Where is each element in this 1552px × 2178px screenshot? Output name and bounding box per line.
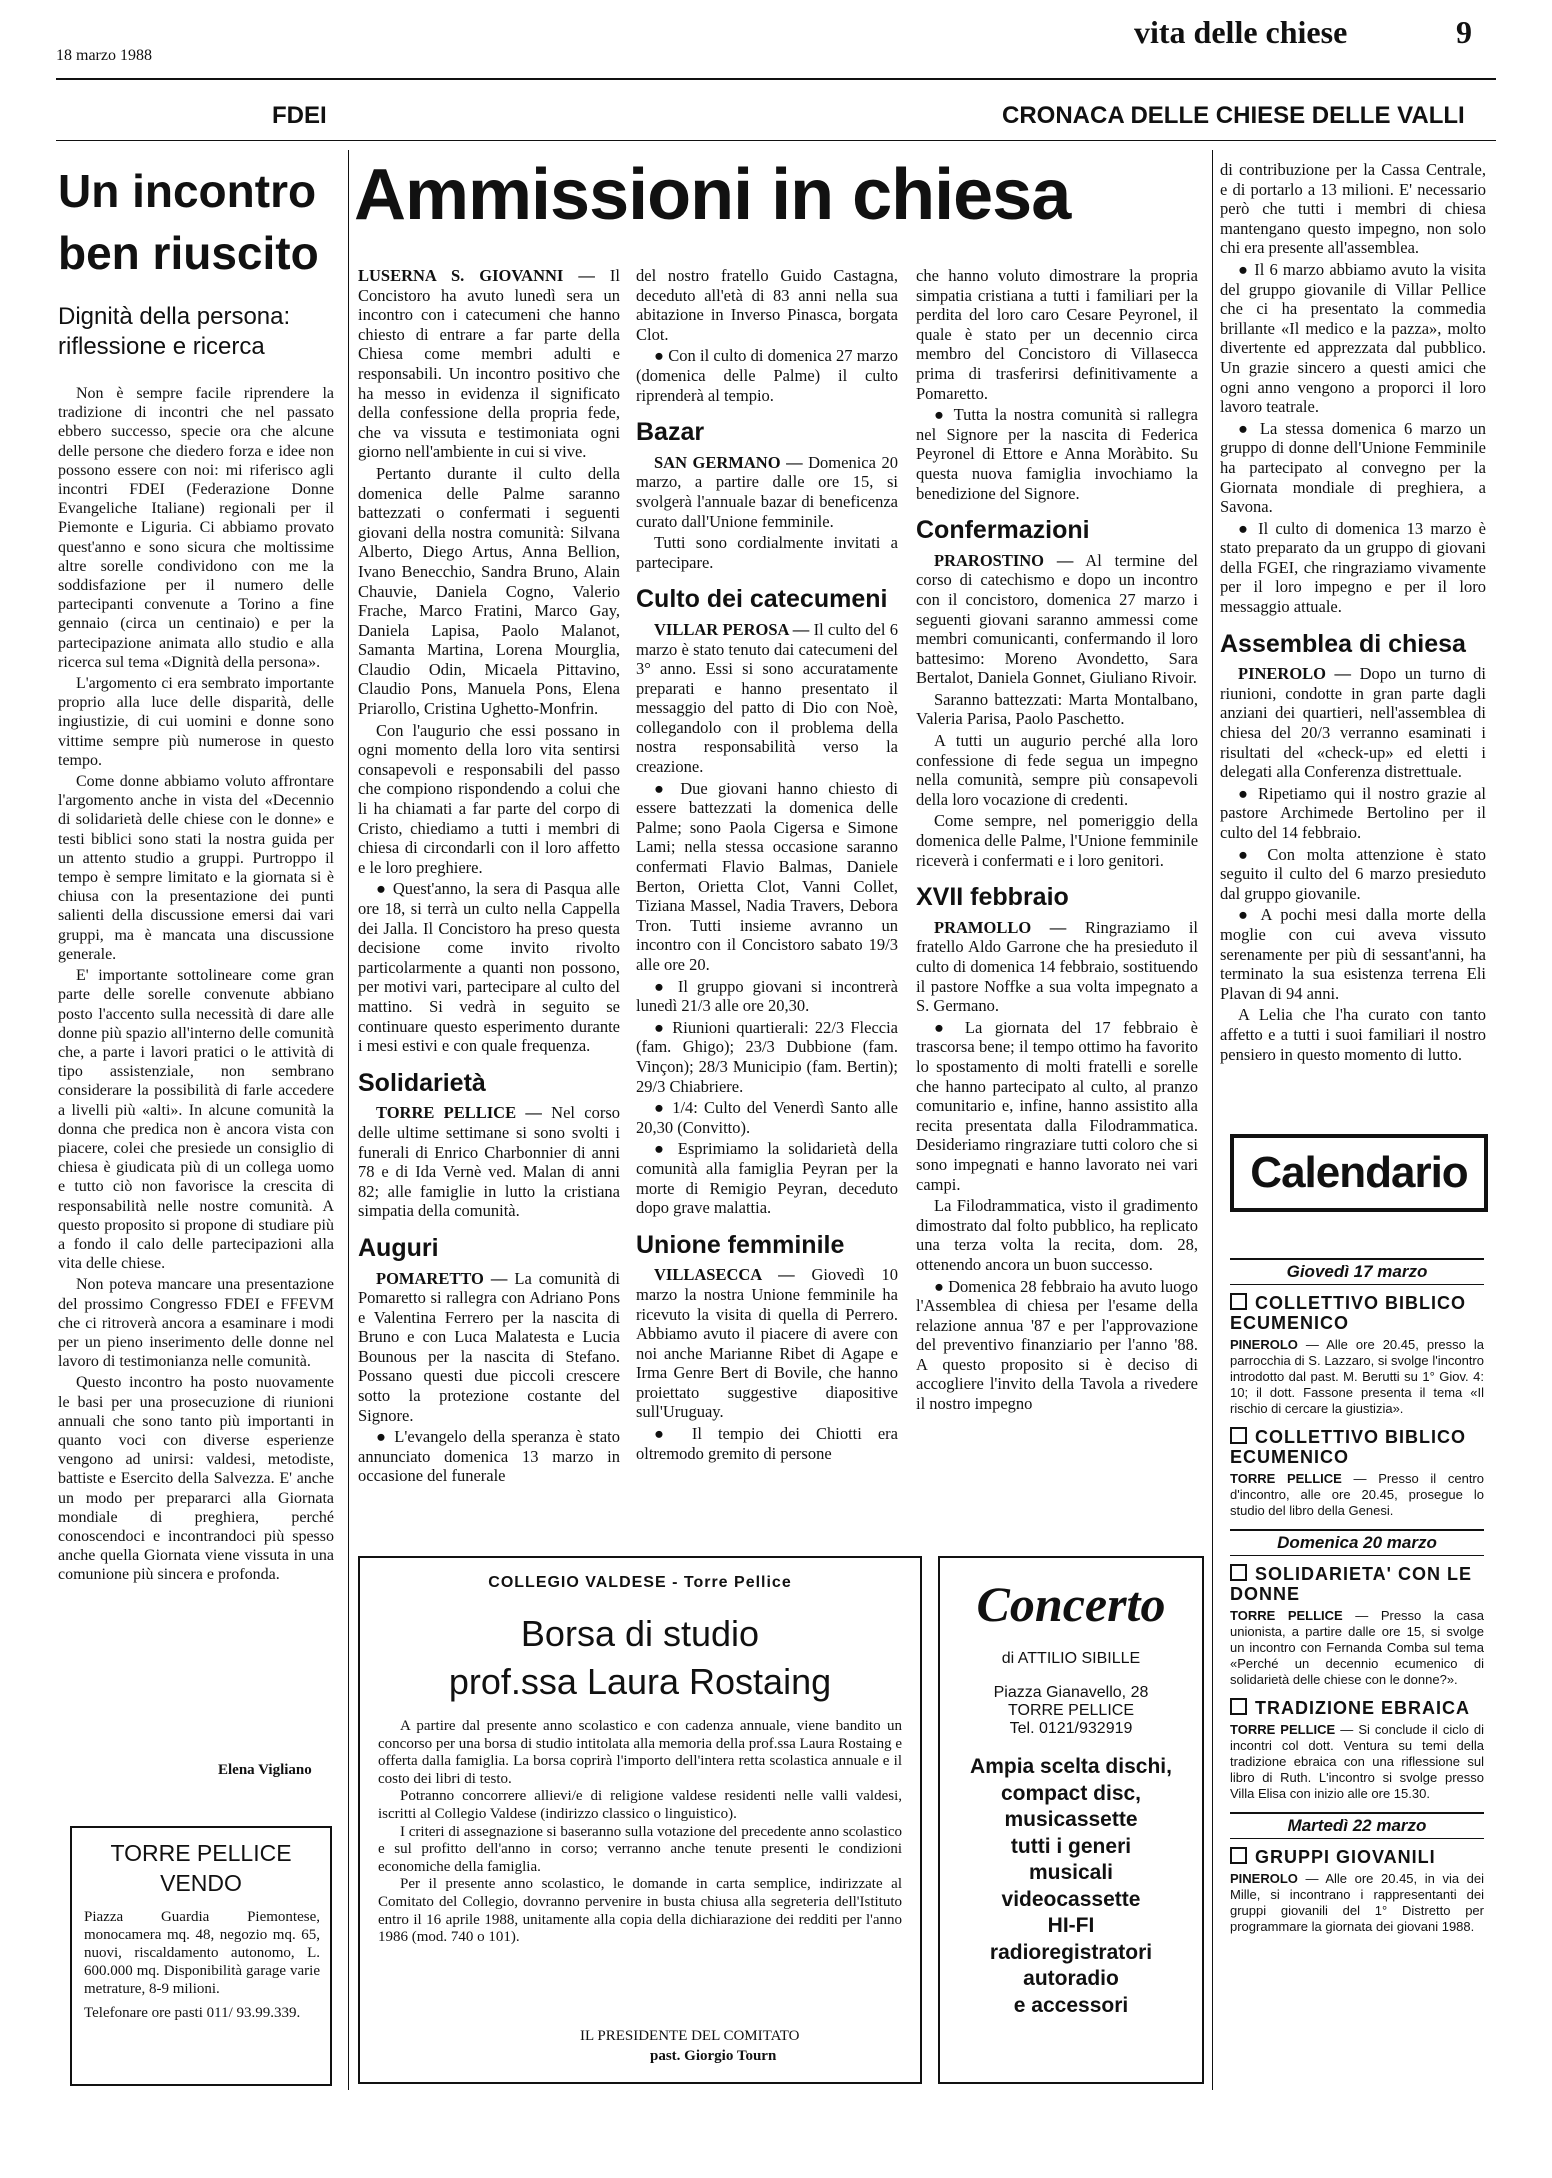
header-date: 18 marzo 1988 [56,47,152,64]
borsa-signature-1: IL PRESIDENTE DEL COMITATO [580,2028,800,2044]
page-number: 9 [1456,14,1472,50]
column-divider [348,150,349,2090]
main-paragraph: ● Riunioni quartierali: 22/3 Fleccia (fam. Ghigo); 23/3 Dubbione (fam. Vinçon); 28/3 Municipio (fam. Bertin); 29/3 Chiabriere. [636,1017,898,1096]
main-paragraph: PRAMOLLO — Ringraziamo il fratello Aldo Garrone che ha presieduto il culto di domenica 14 febbraio, sostituendo il pastore Noffke a sua volta impegnato a S. Germano. [916,917,1198,1016]
fdei-author: Elena Vigliano [218,1762,312,1778]
borsa-paragraph: Per il presente anno scolastico, le domande in carta semplice, indirizzate al Comitato del Collegio, dovranno pervenire in busta chiusa alla segreteria dell'Istituto entro il 16 aprile 1988, unitamente alla copia della dichiarazione dei redditi per l'anno 1986 (mod. 740 o 101). [378,1876,902,1946]
calendar-event [1230,1847,1484,1935]
calendar-date: Martedì 22 marzo [1230,1812,1484,1839]
main-col-2 [636,266,898,1556]
concerto-line: Ampia scelta dischi, [970,1755,1172,1778]
calendar-date: Domenica 20 marzo [1230,1529,1484,1556]
borsa-title-1: Borsa di studio [520,1613,760,1654]
concerto-address-1: Piazza Gianavello, 28 [993,1684,1149,1701]
main-paragraph: Tutti sono cordialmente invitati a partecipare. [636,533,898,572]
calendario-title-box [1230,1134,1488,1212]
fdei-paragraph: Non poteva mancare una presentazione del prossimo Congresso FDEI e FFEVM che ci ritroverà ancora a esaminare i modi per un pieno inserimento delle donne nel lavoro di testimonianza nelle comunità. [58,1276,334,1371]
borsa-paragraph: I criteri di assegnazione si baseranno sulla votazione del precedente anno scolastico e sul profitto dell'anno in corso; verranno anche tenute presenti le condizioni economiche della famiglia. [378,1823,902,1875]
section-heading: Bazar [636,418,705,447]
main-col-3 [916,266,1198,1556]
main-paragraph: ● Con molta attenzione è stato seguito il culto del 6 marzo presieduto dal gruppo giovanile. [1220,844,1486,903]
vendo-title: TORRE PELLICE VENDO [110,1840,292,1896]
fdei-title: Un incontro ben riuscito [58,165,319,279]
event-title: SOLIDARIETA' CON LE DONNE [1230,1564,1472,1604]
concerto-owner: di ATTILIO SIBILLE [1001,1650,1141,1667]
calendario-list [1230,1248,1484,1935]
concerto-line: videocassette [1001,1887,1141,1911]
column-divider [1212,150,1213,2090]
subheader-rule [56,140,1496,141]
main-paragraph: di contribuzione per la Cassa Centrale, e di portarlo a 13 milioni. E' necessario però che tutti i membri di chiesa mantengano questo impegno, non solo chi era presente all'assemblea. [1220,160,1486,258]
borsa-paragraph: Potranno concorrere allievi/e di religione valdese residenti nelle valli valdesi, iscritti al Collegio Valdese (indirizzo classico o linguistico). [378,1788,902,1822]
fdei-paragraph: E' importante sottolineare come gran parte delle sorelle convenute abbiano posto l'accento sulla necessità di dare alle donne più spazio all'interno delle comunità che, a parte i lavori pratici o le attività di tipo assistenziale, non sembrano considerare la possibilità di farle accedere a livelli più «alti». In alcune comunità la donna che predica non è ancora vista con piacere, colei che presiede un consiglio di chiesa è giudicata più di un collega uomo e tutto ciò non favorisce la crescita di responsabilità nelle nostre comunità. A questo proposito si propone di studiare più a fondo il calo delle partecipazioni alla vita delle chiese. [58,967,334,1273]
borsa-title-2: prof.ssa Laura Rostaing [448,1661,832,1702]
checkbox-icon [1230,1847,1247,1864]
concerto-phone: Tel. 0121/932919 [1009,1720,1133,1737]
main-paragraph: ● Due giovani hanno chiesto di essere battezzati la domenica delle Palme; sono Paola Cigersa e Simone Lami; nella stessa occasione saranno confermati Flavio Balmas, Daniele Berton, Orietta Clot, Vanni Collet, Tiziana Massel, Nadia Travers, Debora Tron. Tutti insieme avranno un incontro con il Concistoro sabato 19/3 alle ore 20. [636,778,898,974]
event-body: TORRE PELLICE — Presso la casa unionista, a partire dalle ore 15, si svolge un incontro con Fernanda Comba sul tema «Perché un decennio ecumenico di solidarietà delle chiese con le donne?». [1230,1608,1484,1687]
main-paragraph: ● A pochi mesi dalla morte della moglie con cui aveva vissuto serenamente per più di sessant'anni, ha terminato la sua esistenza terrena Eli Plavan di 94 anni. [1220,905,1486,1003]
main-paragraph: del nostro fratello Guido Castagna, deceduto all'età di 83 anni nella sua abitazione in Inverso Pinasca, borgata Clot. [636,266,898,344]
main-paragraph: Pertanto durante il culto della domenica delle Palme saranno battezzati o confermati i seguenti giovani della nostra comunità: Silvana Alberto, Diego Artus, Anna Bellion, Ivano Benecchio, Sandra Bruno, Alain Chauvie, Daniela Cogno, Valerio Frache, Marco Fratini, Marco Gay, Daniela Lapisa, Paolo Malanot, Samanta Martina, Lorena Mourglia, Claudio Odin, Micaela Pittavino, Claudio Pons, Manuela Pons, Elena Priarollo, Cristina Ughetto-Monfrin. [358,463,620,719]
concerto-address-2: TORRE PELLICE [1008,1702,1134,1719]
main-paragraph: che hanno voluto dimostrare la propria simpatia cristiana a tutti i familiari per la perdita del loro caro Cesare Peyronel, il quale è stato per un decennio circa membro del Concistoro di Villasecca prima di trasferirsi definitivamente a Pomaretto. [916,266,1198,403]
header-rule [56,78,1496,80]
concerto-title: Concerto [976,1576,1166,1632]
main-paragraph: VILLAR PEROSA — Il culto del 6 marzo è stato tenuto dai catecumeni del 3° anno. Essi si sono accuratamente preparati e hanno presentato il messaggio del patto di Dio con Noè, collegandolo con il problema della nostra responsabilità verso la creazione. [636,619,898,777]
checkbox-icon [1230,1698,1247,1715]
concerto-ad [938,1556,1204,2084]
concerto-line: radioregistratori [989,1940,1153,1964]
main-paragraph: Saranno battezzati: Marta Montalbano, Valeria Parisa, Paolo Paschetto. [916,689,1198,729]
main-paragraph: ● Il gruppo giovani si incontrerà lunedì 21/3 alle ore 20,30. [636,976,898,1016]
borsa-box [358,1556,922,2084]
main-paragraph: ● Domenica 28 febbraio ha avuto luogo l'Assemblea di chiesa per l'esame della relazione annua '87 e per l'approvazione del preventivo finanziario per l'anno '88. A questo proposito si è deciso di accogliere l'invito della Tavola a rivedere il nostro impegno [916,1276,1198,1414]
main-paragraph: POMARETTO — La comunità di Pomaretto si rallegra con Adriano Pons e Valentina Ferrero per la nascita di Bruno e con Luca Malatesta e Lucia Bounous per la nascita di Stefano. Possano questi due piccoli crescere sotto la protezione costante del Signore. [358,1268,620,1425]
main-paragraph: A tutti un augurio perché alla loro confessione di fede segua un impegno nella comunità, sempre più consapevoli della loro vocazione di credenti. [916,731,1198,809]
checkbox-icon [1230,1564,1247,1581]
concerto-products [940,1754,1202,2019]
concerto-line: e accessori [1013,1993,1129,2017]
main-paragraph: ● Con il culto di domenica 27 marzo (domenica delle Palme) il culto riprenderà al tempio. [636,346,898,405]
event-title: COLLETTIVO BIBLICO ECUMENICO [1230,1427,1466,1467]
calendario-title: Calendario [1250,1148,1468,1197]
main-paragraph: ● Il culto di domenica 13 marzo è stato preparato da un gruppo di giovani della FGEI, che ringraziamo vivamente per il loro impegno e per il loro messaggio attuale. [1220,518,1486,617]
concerto-line: tutti i generi [1010,1834,1132,1858]
vendo-body: Piazza Guardia Piemontese, monocamera mq. 48, negozio mq. 65, nuovi, riscaldamento autonomo, L. 600.000 mq. Disponibilità garage varie metrature, 8-9 milioni. [84,1909,320,1997]
borsa-signature-2: past. Giorgio Tourn [650,2048,777,2064]
main-paragraph: PRAROSTINO — Al termine del corso di catechismo e dopo un incontro con il concistoro, domenica 27 marzo i seguenti giovani saranno ammessi come membri comunicanti, confermando il loro battesimo: Moreno Avondetto, Sara Bertalot, Daniela Gonnet, Giuliano Rivoir. [916,550,1198,688]
main-paragraph: TORRE PELLICE — Nel corso delle ultime settimane si sono svolti i funerali di Enrico Charbonnier di anni 78 e di Ida Vernè ved. Malan di anni 82; alle famiglie in lutto la cristiana simpatia della comunità. [358,1103,620,1221]
main-paragraph: ● La stessa domenica 6 marzo un gruppo di donne dell'Unione Femminile ha partecipato al convegno per la Giornata mondiale di preghiera, a Savona. [1220,418,1486,517]
fdei-label: FDEI [272,102,327,129]
concerto-line: musicali [1028,1861,1114,1884]
event-title: GRUPPI GIOVANILI [1230,1847,1484,1867]
main-paragraph: La Filodrammatica, visto il gradimento dimostrato dal folto pubblico, ha replicato una terza volta la recita, dom. 28, ottenendo ancora un buon successo. [916,1196,1198,1274]
main-paragraph: ● Quest'anno, la sera di Pasqua alle ore 18, si terrà un culto nella Cappella dei Jalla. Il Concistoro ha preso questa decisione come invito rivolto particolarmente a quanti non possono, per motivi vari, partecipare al culto del mattino. Si vedrà in seguito se continuare questo esperimento durante i mesi estivi e con quale frequenza. [358,879,620,1056]
event-title: TRADIZIONE EBRAICA [1230,1698,1484,1718]
main-paragraph: ● 1/4: Culto del Venerdì Santo alle 20,30 (Convitto). [636,1098,898,1137]
section-heading: Solidarietà [358,1068,486,1097]
fdei-paragraph: L'argomento ci era sembrato importante proprio alla luce delle disparità, delle ingiustizie, di cui uomini e donne sono vittime sempre più numerose in questo tempo. [58,675,334,769]
concerto-line: autoradio [1023,1967,1119,1990]
main-paragraph: ● Il 6 marzo abbiamo avuto la visita del gruppo giovanile di Villar Pellice che ci ha presentato la commedia brillante «Il medico e la pazza», molto divertente ed apprezzata dal pubblico. Un grazie sincero a questi amici che ogni anno vengono a proporci il loro lavoro teatrale. [1220,259,1486,417]
main-paragraph: ● Il tempio dei Chiotti era oltremodo gremito di persone [636,1424,898,1463]
calendar-event [1230,1293,1484,1417]
event-body: TORRE PELLICE — Si conclude il ciclo di incontri col dott. Ventura su temi della tradizione ebraica con una riflessione sul libro di Ruth. L'incontro si svolge presso Villa Elisa con inizio alle ore 15.30. [1230,1722,1484,1801]
calendar-event [1230,1564,1484,1688]
main-paragraph: SAN GERMANO — Domenica 20 marzo, a partire dalle ore 15, si svolgerà l'annuale bazar di beneficenza curato dall'Unione femminile. [636,452,898,531]
borsa-body [360,1704,920,1947]
section-heading: Confermazioni [916,516,1090,545]
main-paragraph: ● Tutta la nostra comunità si rallegra nel Signore per la nascita di Federica Peyronel di Ettore e Anna Moràbito. Su questa nuova famiglia invochiamo la benedizione del Signore. [916,405,1198,503]
concerto-line: HI-FI [1047,1914,1095,1937]
main-paragraph: Con l'augurio che essi possano in ogni momento della loro vita sentirsi consapevoli e responsabili del passo che compiono rispondendo a colui che li ha chiamati a far parte del corpo di Cristo, chiediamo a tutti i membri di chiesa di circondarli con il loro affetto e le loro preghiere. [358,720,620,877]
calendar-event [1230,1698,1484,1802]
cronaca-label: CRONACA DELLE CHIESE DELLE VALLI [1002,102,1465,129]
event-body: TORRE PELLICE — Presso il centro d'incontro, alle ore 20.45, prosegue lo studio del libro della Genesi. [1230,1471,1484,1518]
place-name: LUSERNA S. GIOVANNI — [358,266,595,285]
section-heading: XVII febbraio [916,883,1069,912]
header-section: vita delle chiese [1134,14,1348,50]
fdei-body [58,384,334,1774]
borsa-kicker: COLLEGIO VALDESE - Torre Pellice [488,1574,792,1591]
section-heading: Auguri [358,1233,439,1262]
main-paragraph: LUSERNA S. GIOVANNI — Il Concistoro ha avuto lunedì sera un incontro con i catecumeni che hanno chiesto di entrare a far parte della Chiesa come membri adulti e responsabili. Un incontro positivo che ha messo in evidenza il significato della confessione della propria fede, che va vissuta e testimoniata ogni giorno nell'ambiente in cui si vive. [358,266,620,462]
fdei-paragraph: Come donne abbiamo voluto affrontare l'argomento anche in vista del «Decennio di solidarietà delle chiese con le donne» e testi biblici sono stati la nostra guida per un attento studio a gruppi. Purtroppo il tempo è sempre limitato e la giornata si è chiusa con la presentazione dei punti salienti della discussione emersi dai vari gruppi, ma è mancata una discussione generale. [58,773,334,963]
main-paragraph: A Lelia che l'ha curato con tanto affetto e a tutti i suoi familiari il nostro pensiero in questo momento di lutto. [1220,1005,1486,1064]
event-title: COLLETTIVO BIBLICO ECUMENICO [1230,1293,1466,1333]
main-paragraph: ● La giornata del 17 febbraio è trascorsa bene; il tempo ottimo ha favorito lo spostamento di molti fratelli e sorelle che hanno partecipato al culto, al pranzo comunitario e, infine, hanno assistito alla recita presentata dalla Filodrammatica. Desideriamo ringraziare tutti coloro che si sono impegnati e hanno lavorato nei vari campi. [916,1017,1198,1194]
checkbox-icon [1230,1293,1247,1310]
vendo-phone: Telefonare ore pasti 011/ 93.99.339. [84,2005,301,2021]
main-col-1 [358,266,620,1556]
event-body: PINEROLO — Alle ore 20.45, presso la parrocchia di S. Lazzaro, si svolge l'incontro introdotto dal past. M. Berutti su 1° Giov. 4: 10; il dott. Fassone presenta il tema «Il rischio di cercare la giustizia». [1230,1337,1484,1416]
main-paragraph: Come sempre, nel pomeriggio della domenica delle Palme, l'Unione femminile riceverà i confermati e i loro genitori. [916,811,1198,870]
checkbox-icon [1230,1427,1247,1444]
main-paragraph: ● Ripetiamo qui il nostro grazie al pastore Archimede Bertolino per il culto del 14 febbraio. [1220,783,1486,842]
calendar-event [1230,1427,1484,1519]
fdei-paragraph: Questo incontro ha posto nuovamente le basi per una prosecuzione di riunioni annuali che sono tanto più importanti in quanto voci con diverse esperienze vengono ad unirsi: valdesi, metodiste, battiste e Esercito della Salvezza. E' anche un modo per prepararci alla Giornata mondiale di preghiera, perché conoscendoci e incontrandoci più spesso anche quella Giornata viene vissuta in una comunione più sincera e profonda. [58,1374,334,1584]
main-paragraph: ● Esprimiamo la solidarietà della comunità alla famiglia Peyran per la morte di Remigio Peyran, deceduto dopo grave malattia. [636,1139,898,1218]
section-heading: Assemblea di chiesa [1220,629,1466,658]
main-paragraph: ● L'evangelo della speranza è stato annunciato domenica 13 marzo in occasione del funerale [358,1427,620,1486]
section-heading: Unione femminile [636,1230,845,1259]
main-title: Ammissioni in chiesa [354,155,1071,235]
main-paragraph: VILLASECCA — Giovedì 10 marzo la nostra Unione femminile ha ricevuto la visita di quella di Perrero. Abbiamo avuto il piacere di avere con noi anche Marianne Ribet di Agape e Irma Genre Bert di Bovile, che hanno proiettato suggestive diapositive sull'Uruguay. [636,1265,898,1422]
main-paragraph: PINEROLO — Dopo un turno di riunioni, condotte in gran parte dagli anziani dei quartieri, nell'assemblea di chiesa del 20/3 verranno esaminati i risultati del «check-up» ed eletti i delegati alla Conferenza distrettuale. [1220,664,1486,782]
fdei-subtitle: Dignità della persona: riflessione e ricerca [58,303,291,360]
fdei-paragraph: Non è sempre facile riprendere la tradizione di incontri che nel passato ebbero successo, specie ora che alcune delle persone che diedero forza e idee non possono essere con noi: mi riferisco agli incontri FDEI (Federazione Donne Evangeliche Italiane) regionali per il Piemonte e Liguria. Ci abbiamo provato quest'anno e sono sicura che moltissime altre sorelle condividono con me la soddisfazione per il numero delle partecipanti convenute a Torino a fine gennaio (circa un centinaio) e per la partecipazione animata allo studio e alla ricerca sul tema «Dignità della persona». [58,385,334,671]
vendo-ad [70,1826,332,2086]
concerto-line: musicassette [1004,1808,1138,1831]
borsa-paragraph: A partire dal presente anno scolastico e con cadenza annuale, viene bandito un concorso per una borsa di studio intitolata alla memoria della prof.ssa Laura Rostaing e offerta dalla famiglia. La borsa coprirà l'importo dell'intera retta scolastica annuale e il costo dei libri di testo. [378,1718,903,1787]
event-body: PINEROLO — Alle ore 20.45, in via dei Mille, si incontrano i rappresentanti dei gruppi giovanili del 1° Distretto per programmare la giornata dei giovani 1988. [1230,1871,1484,1934]
section-heading: Culto dei catecumeni [636,585,888,614]
calendar-date: Giovedì 17 marzo [1230,1258,1484,1285]
concerto-line: compact disc, [1000,1781,1142,1805]
main-col-4 [1220,160,1486,1120]
